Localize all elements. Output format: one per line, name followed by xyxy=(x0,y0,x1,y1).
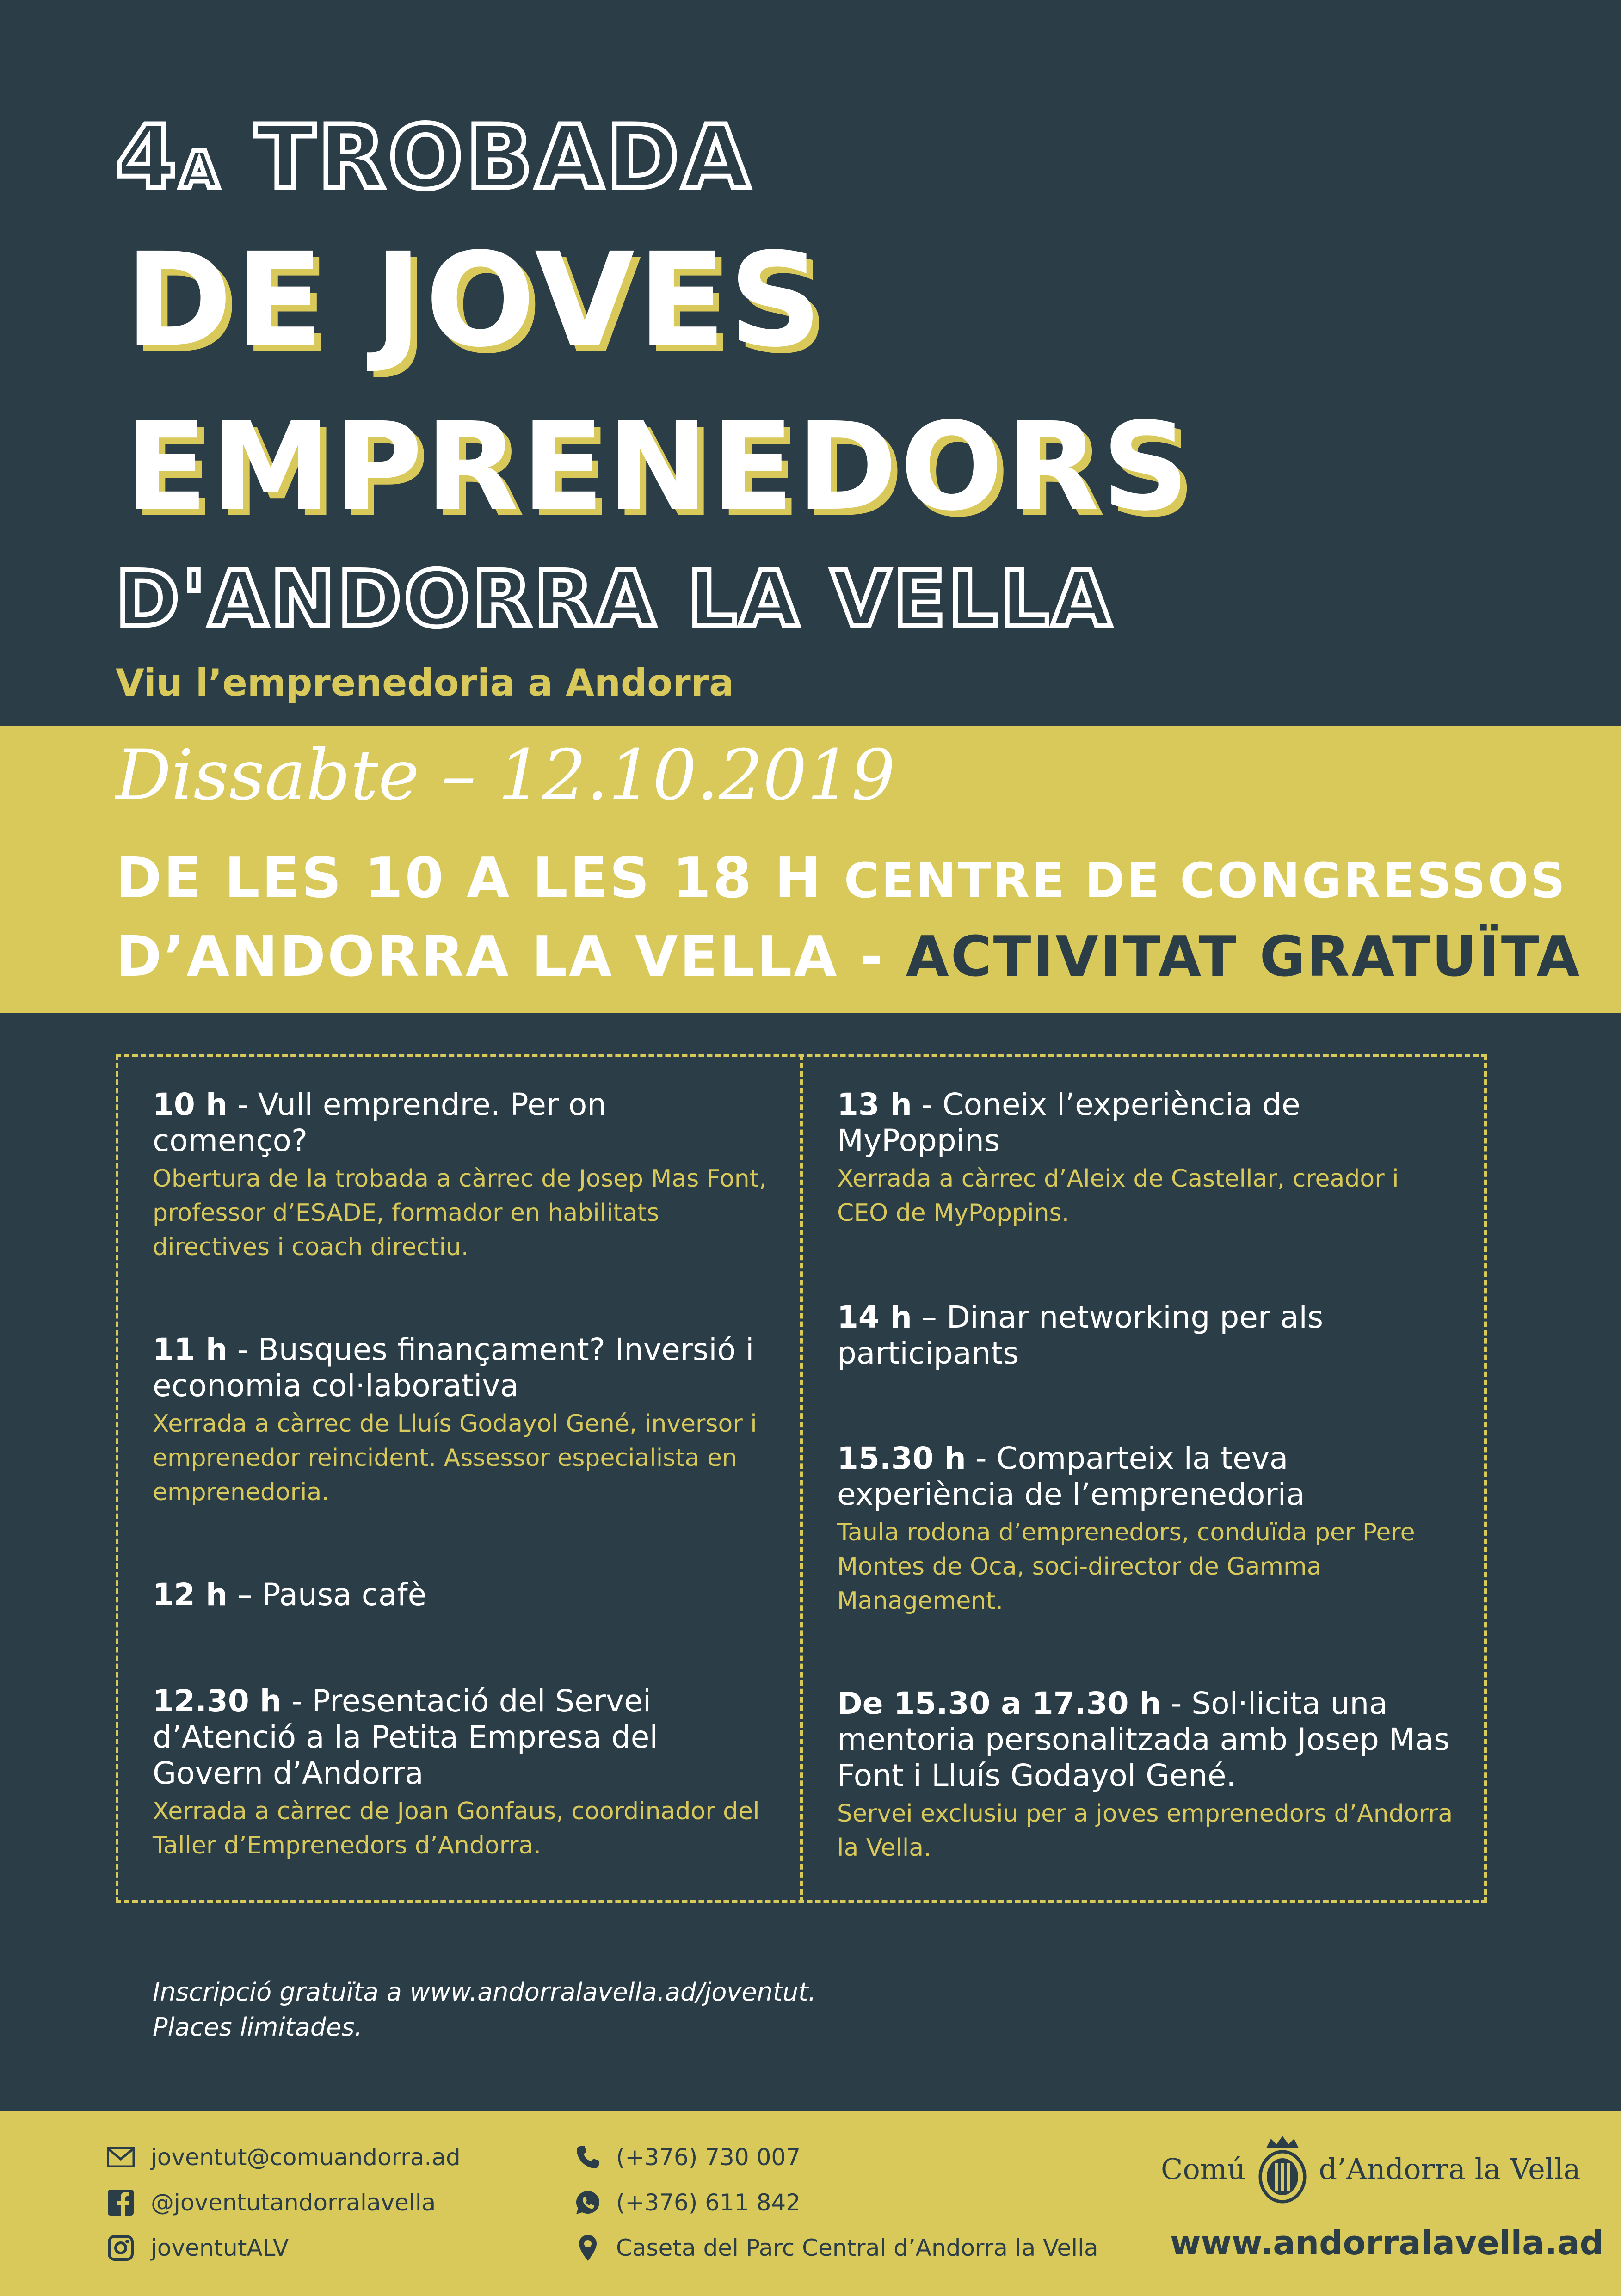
limited-places-text: Places limitades. xyxy=(153,2013,363,2042)
event-title: Sol·licita una mentoria personalitzada amb Josep Mas Font i Lluís Godayol Gené. xyxy=(837,1686,1450,1793)
registration-link-text: Inscripció gratuïta a www.andorralavella.ad/joventut. xyxy=(153,1977,816,2007)
event-time: 12 h xyxy=(153,1577,228,1613)
program-event xyxy=(153,1683,768,1863)
title-line-3: EMPRENEDORS xyxy=(125,396,1192,537)
contact-email[interactable] xyxy=(106,2143,461,2172)
address-text: Caseta del Parc Central d’Andorra la Vella xyxy=(616,2234,1098,2261)
event-title-row xyxy=(837,1440,1457,1513)
event-title: Presentació del Servei d’Atenció a la Petita Empresa del Govern d’Andorra xyxy=(153,1683,658,1791)
event-title-row xyxy=(837,1299,1457,1372)
coat-of-arms-icon xyxy=(1257,2134,1308,2204)
contact-whatsapp[interactable] xyxy=(573,2188,801,2217)
program-event xyxy=(837,1686,1457,1865)
event-separator: - xyxy=(281,1683,312,1719)
email-text: joventut@comuandorra.ad xyxy=(151,2144,461,2171)
event-free-label: ACTIVITAT GRATUÏTA xyxy=(906,925,1582,989)
event-description: Servei exclusiu per a joves emprenedors d’Andorra la Vella. xyxy=(837,1800,1453,1862)
event-title-row xyxy=(837,1087,1457,1159)
whatsapp-icon xyxy=(573,2188,602,2217)
phone-text: (+376) 730 007 xyxy=(616,2144,801,2171)
event-hours: DE LES 10 A LES 18 H xyxy=(116,846,823,911)
event-description: Taula rodona d’emprenedors, conduïda per Pere Montes de Oca, soci-director de Gamma Management. xyxy=(837,1519,1415,1615)
title-line-2: DE JOVES xyxy=(125,225,825,376)
event-time: 10 h xyxy=(153,1087,228,1122)
event-title: Dinar networking per als participants xyxy=(837,1299,1324,1371)
mail-icon xyxy=(106,2143,135,2172)
facebook-text: @joventutandorralavella xyxy=(151,2189,436,2216)
event-separator: - xyxy=(227,1332,258,1367)
contact-phone[interactable] xyxy=(573,2143,801,2172)
event-separator: - xyxy=(912,1087,943,1122)
event-title-row xyxy=(153,1577,768,1613)
program-event xyxy=(837,1087,1457,1230)
title-line-4: D'ANDORRA LA VELLA xyxy=(116,555,1114,644)
event-title: Comparteix la teva experiència de l’emprenedoria xyxy=(837,1440,1305,1512)
event-title: Busques finançament? Inversió i economia col·laborativa xyxy=(153,1332,754,1403)
program-event xyxy=(153,1087,768,1264)
registration-note xyxy=(153,1975,985,2045)
event-description: Xerrada a càrrec de Joan Gonfaus, coordinador del Taller d’Emprenedors d’Andorra. xyxy=(153,1797,760,1859)
whatsapp-text: (+376) 611 842 xyxy=(616,2189,801,2216)
event-description: Xerrada a càrrec de Lluís Godayol Gené, inversor i emprenedor reincident. Assessor especialista en emprenedoria. xyxy=(153,1410,757,1506)
location-pin-icon xyxy=(573,2234,602,2262)
event-separator: - xyxy=(1161,1686,1192,1721)
title-number: 4 xyxy=(116,106,180,209)
event-time: 15.30 h xyxy=(837,1440,966,1476)
comu-logo xyxy=(1161,2134,1580,2204)
program-divider xyxy=(800,1054,803,1903)
contact-instagram[interactable] xyxy=(106,2234,289,2262)
event-time: 12.30 h xyxy=(153,1683,282,1719)
event-title: Vull emprendre. Per on començo? xyxy=(153,1087,607,1158)
event-time: De 15.30 a 17.30 h xyxy=(837,1686,1161,1721)
event-description: Obertura de la trobada a càrrec de Josep Mas Font, professor d’ESADE, formador en habilitats directives i coach directiu. xyxy=(153,1165,767,1261)
event-time: 11 h xyxy=(153,1332,228,1367)
title-word-trobada: TROBADA xyxy=(255,106,753,209)
event-time: 13 h xyxy=(837,1087,912,1122)
phone-icon xyxy=(573,2143,602,2172)
program-event xyxy=(837,1299,1457,1372)
website-link[interactable]: www.andorralavella.ad xyxy=(1170,2223,1604,2262)
logo-text-comu: Comú xyxy=(1161,2152,1246,2186)
event-title-row xyxy=(153,1087,768,1159)
contact-address[interactable] xyxy=(573,2234,1098,2262)
event-date: Dissabte – 12.10.2019 xyxy=(116,735,895,816)
program-event xyxy=(153,1332,768,1509)
title-line-1 xyxy=(116,106,753,209)
tagline: Viu l’emprenedoria a Andorra xyxy=(116,661,734,704)
event-venue: CENTRE DE CONGRESSOS xyxy=(844,852,1567,909)
program-event xyxy=(153,1577,768,1613)
event-time: 14 h xyxy=(837,1299,912,1335)
event-separator: – xyxy=(912,1299,947,1335)
program-event xyxy=(837,1440,1457,1618)
title-superscript: A xyxy=(179,141,222,200)
event-title-row xyxy=(153,1683,768,1791)
event-separator: - xyxy=(227,1087,258,1122)
event-separator: - xyxy=(966,1440,997,1476)
event-title-row xyxy=(837,1686,1457,1794)
contact-facebook[interactable] xyxy=(106,2188,436,2217)
event-title: Coneix l’experiència de MyPoppins xyxy=(837,1087,1300,1158)
event-time-venue xyxy=(116,846,1567,911)
event-separator: – xyxy=(227,1577,262,1613)
event-location-price xyxy=(116,925,1581,989)
instagram-text: joventutALV xyxy=(151,2234,289,2261)
event-city: D’ANDORRA LA VELLA - xyxy=(116,925,885,989)
event-title-row xyxy=(153,1332,768,1404)
event-title: Pausa cafè xyxy=(262,1577,427,1613)
instagram-icon xyxy=(106,2234,135,2262)
facebook-icon xyxy=(106,2188,135,2217)
logo-text-andorra: d’Andorra la Vella xyxy=(1319,2152,1581,2186)
event-description: Xerrada a càrrec d’Aleix de Castellar, creador i CEO de MyPoppins. xyxy=(837,1165,1399,1227)
